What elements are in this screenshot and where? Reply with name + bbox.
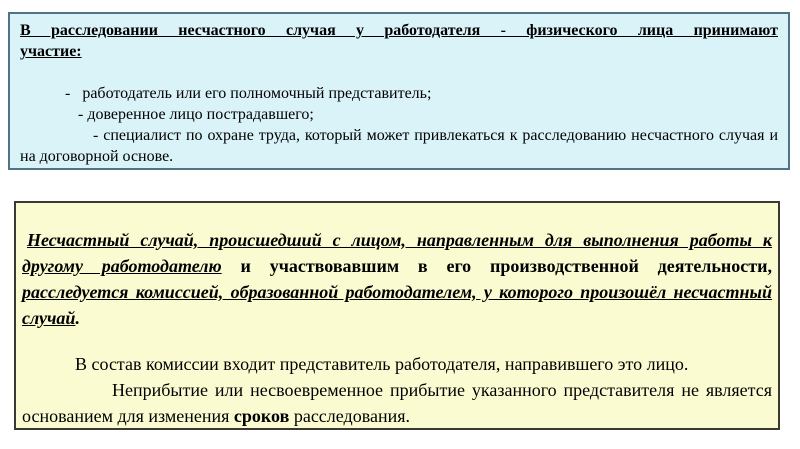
top-box-list-item-trustee: - доверенное лицо пострадавшего; xyxy=(78,106,314,123)
non-arrival-paragraph xyxy=(22,377,772,429)
top-box-title-line1: В расследовании несчастного случая у работодателя - физического лица принимают xyxy=(20,22,778,39)
commission-member-paragraph: В состав комиссии входит представитель работодателя, направившего это лицо. xyxy=(75,354,689,374)
para1-underlined-lead: Несчастный случай, происшедший с лицом, направленным для выполнения работы к другому работодателю xyxy=(22,230,772,276)
top-box-list-item-employer: - работодатель или его полномочный представитель; xyxy=(65,85,432,102)
para3-bold-word: сроков xyxy=(233,406,290,426)
para1-underlined-tail: расследуется комиссией, образованной работодателем, у которого произошёл несчастный случай xyxy=(22,282,772,328)
para1-bold-middle: и участвовавшим в его производственной деятельности, xyxy=(221,256,773,276)
bottom-box xyxy=(14,201,780,430)
top-box-list-item-specialist: - специалист по охране труда, который может привлекаться к расследованию несчастного случая и на договорной основе. xyxy=(20,127,782,165)
para3-lead: Неприбытие или несвоевременное прибытие указанного представителя не является основанием для изменения xyxy=(22,380,772,426)
accident-rule-paragraph xyxy=(22,227,772,331)
top-box-title xyxy=(20,20,778,62)
top-box-title-line2: участие: xyxy=(20,43,82,60)
para1-period: . xyxy=(75,308,80,328)
top-box xyxy=(8,12,790,170)
para3-tail: расследования. xyxy=(289,406,410,426)
